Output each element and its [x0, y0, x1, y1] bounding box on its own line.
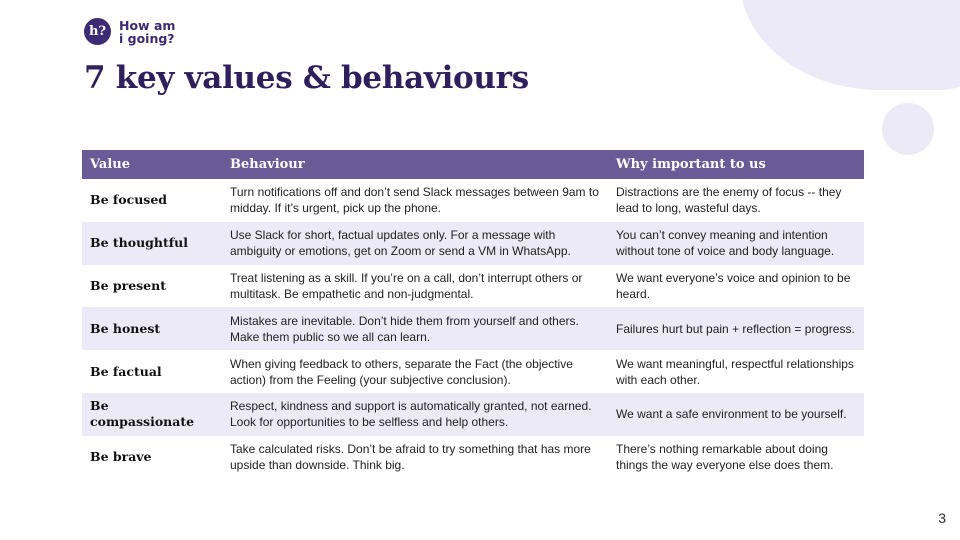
- header-why: Why important to us: [608, 150, 864, 179]
- table-row: [82, 436, 864, 479]
- page-number: 3: [938, 510, 946, 526]
- row-why: You can’t convey meaning and intention without tone of voice and body language.: [608, 222, 864, 265]
- row-why: Failures hurt but pain + reflection = progress.: [608, 307, 864, 350]
- table-row: [82, 307, 864, 350]
- logo-text-line2: i going?: [119, 30, 175, 46]
- logo: [84, 18, 175, 45]
- row-behaviour: Treat listening as a skill. If you’re on a call, don’t interrupt others or multitask. Be empathetic and non-judgmental.: [230, 270, 583, 301]
- values-table: [82, 150, 864, 479]
- table-row: [82, 265, 864, 308]
- decorative-blob: [740, 0, 960, 90]
- row-why: Distractions are the enemy of focus -- they lead to long, wasteful days.: [616, 185, 842, 216]
- table-header-row: [82, 150, 864, 179]
- row-value: Be present: [90, 277, 167, 293]
- row-behaviour: When giving feedback to others, separate the Fact (the objective action) from the Feeling (your subjective conclusion).: [230, 356, 573, 387]
- logo-mark: h?: [84, 18, 111, 45]
- row-behaviour: Take calculated risks. Don’t be afraid to try something that has more upside than downside. Think big.: [230, 442, 591, 473]
- row-behaviour: Use Slack for short, factual updates only. For a message with ambiguity or emotions, get on Zoom or send a VM in WhatsApp.: [222, 222, 608, 265]
- table-row: [82, 222, 864, 265]
- logo-text: [119, 19, 175, 45]
- page-title: 7 key values & behaviours: [84, 60, 529, 96]
- decorative-circle: [882, 103, 934, 155]
- table-row: [82, 393, 864, 436]
- header-value: Value: [82, 150, 222, 179]
- row-value: Be brave: [90, 449, 152, 465]
- row-value: Be thoughtful: [82, 222, 222, 265]
- table-row: [82, 179, 864, 222]
- logo-text-line1: How am: [119, 17, 176, 33]
- row-value: Be honest: [82, 307, 222, 350]
- row-why: There’s nothing remarkable about doing things the way everyone else does them.: [616, 442, 834, 473]
- row-why: We want a safe environment to be yourself.: [608, 393, 864, 436]
- row-why: We want everyone’s voice and opinion to be heard.: [616, 270, 851, 301]
- row-value: Be factual: [90, 363, 162, 379]
- row-value: Be compassionate: [82, 393, 222, 436]
- row-behaviour: Respect, kindness and support is automatically granted, not earned. Look for opportunities to be selfless and help others.: [222, 393, 608, 436]
- row-value: Be focused: [90, 192, 168, 208]
- row-behaviour: Turn notifications off and don’t send Slack messages between 9am to midday. If it’s urgent, pick up the phone.: [230, 185, 599, 216]
- row-why: We want meaningful, respectful relationships with each other.: [616, 356, 854, 387]
- row-behaviour: Mistakes are inevitable. Don’t hide them from yourself and others. Make them public so we all can learn.: [222, 307, 608, 350]
- table-row: [82, 350, 864, 393]
- header-behaviour: Behaviour: [222, 150, 608, 179]
